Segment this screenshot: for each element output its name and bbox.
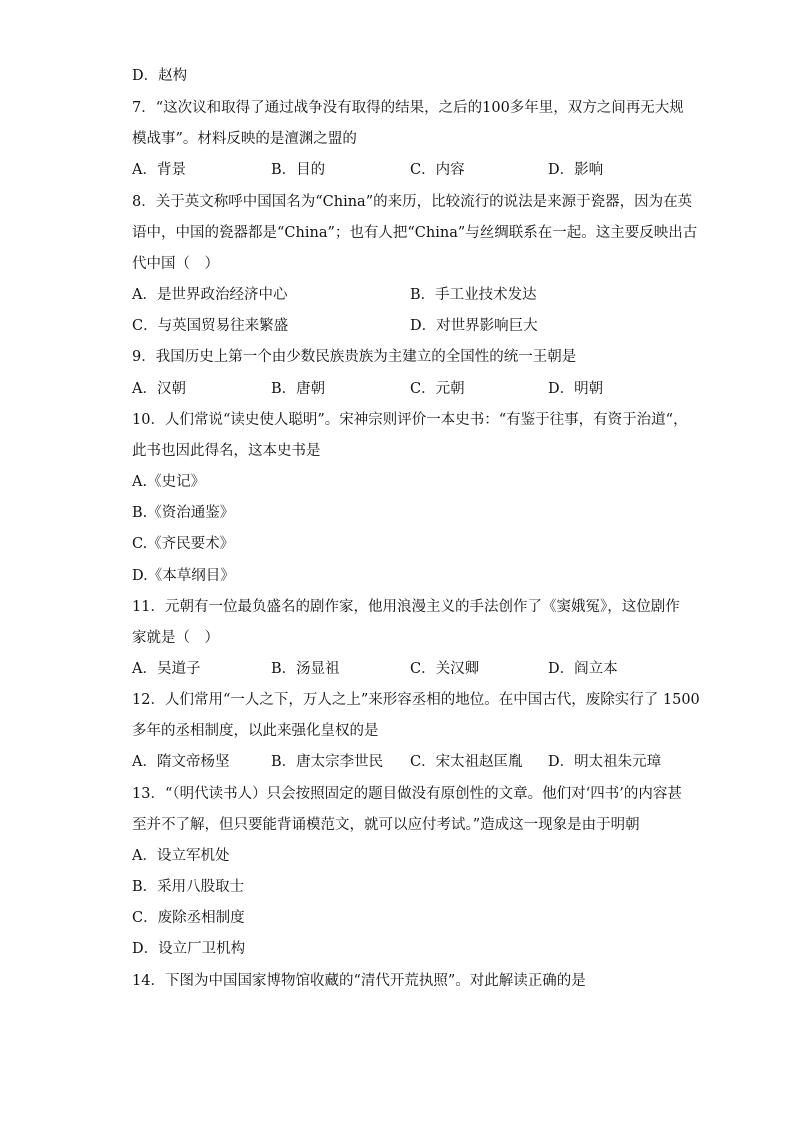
option-b: B．采用八股取士 — [132, 879, 245, 895]
question-text: 至并不了解，但只要能背诵模范文，就可以应付考试。”造成这一现象是由于明朝 — [132, 817, 640, 833]
option-c: C.《齐民要术》 — [132, 536, 235, 552]
question-text: 多年的丞相制度，以此来强化皇权的是 — [132, 723, 379, 739]
option-a: A．是世界政治经济中心 — [132, 287, 288, 303]
option-c: C．与英国贸易往来繁盛 — [132, 318, 289, 334]
option-d: D．对世界影响巨大 — [410, 318, 538, 334]
option-c: C．宋太祖赵匡胤 — [410, 754, 523, 770]
option-d: D．影响 — [548, 162, 604, 178]
question-text: 11．元朝有一位最负盛名的剧作家，他用浪漫主义的手法创作了《窦娥冤》，这位剧作 — [132, 599, 680, 615]
option-b: B．唐太宗李世民 — [271, 754, 384, 770]
option-c: C．内容 — [410, 162, 465, 178]
option-b: B.《资治通鉴》 — [132, 505, 235, 521]
question-text: 家就是（ ） — [132, 630, 219, 646]
option-a: A．汉朝 — [132, 381, 186, 397]
question-text: 模战事”。材料反映的是澶渊之盟的 — [132, 131, 357, 147]
option-b: B．汤显祖 — [271, 661, 340, 677]
option-c: C．关汉卿 — [410, 661, 480, 677]
option-d: D．设立厂卫机构 — [132, 941, 246, 957]
question-text: 语中，中国的瓷器都是“China”；也有人把“China”与丝绸联系在一起。这主要反映出古 — [132, 225, 698, 241]
option-d-zhaogou: D．赵构 — [132, 68, 188, 84]
option-b: B．目的 — [271, 162, 326, 178]
question-text: 10．人们常说“读史使人聪明”。宋神宗则评价一本史书：“有鉴于往事，有资于治道“， — [132, 412, 688, 428]
question-text: 14．下图为中国国家博物馆收藏的“清代开荒执照”。对此解读正确的是 — [132, 973, 586, 989]
option-c: C．废除丞相制度 — [132, 910, 245, 926]
option-d: D.《本草纲目》 — [132, 568, 235, 584]
question-text: 13．“（明代读书人）只会按照固定的题目做没有原创性的文章。他们对‘四书’的内容甚 — [132, 786, 682, 802]
question-text: 8．关于英文称呼中国国名为“China”的来历，比较流行的说法是来源于瓷器，因为在英 — [132, 194, 693, 210]
option-d: D．明太祖朱元璋 — [548, 754, 662, 770]
question-text: 7．“这次议和取得了通过战争没有取得的结果，之后的100多年里，双方之间再无大规 — [132, 100, 684, 116]
question-text: 12．人们常用“一人之下，万人之上”来形容丞相的地位。在中国古代，废除实行了 1500 — [132, 692, 700, 708]
option-c: C．元朝 — [410, 381, 465, 397]
option-b: B．唐朝 — [271, 381, 326, 397]
question-text: 此书也因此得名，这本史书是 — [132, 443, 321, 459]
option-a: A．吴道子 — [132, 661, 201, 677]
option-a: A.《史记》 — [132, 474, 206, 490]
option-d: D．明朝 — [548, 381, 604, 397]
option-a: A．设立军机处 — [132, 848, 230, 864]
option-a: A．隋文帝杨坚 — [132, 754, 230, 770]
question-text: 代中国（ ） — [132, 256, 219, 272]
option-d: D．阎立本 — [548, 661, 618, 677]
question-text: 9．我国历史上第一个由少数民族贵族为主建立的全国性的统一王朝是 — [132, 349, 577, 365]
option-a: A．背景 — [132, 162, 186, 178]
option-b: B．手工业技术发达 — [410, 287, 537, 303]
